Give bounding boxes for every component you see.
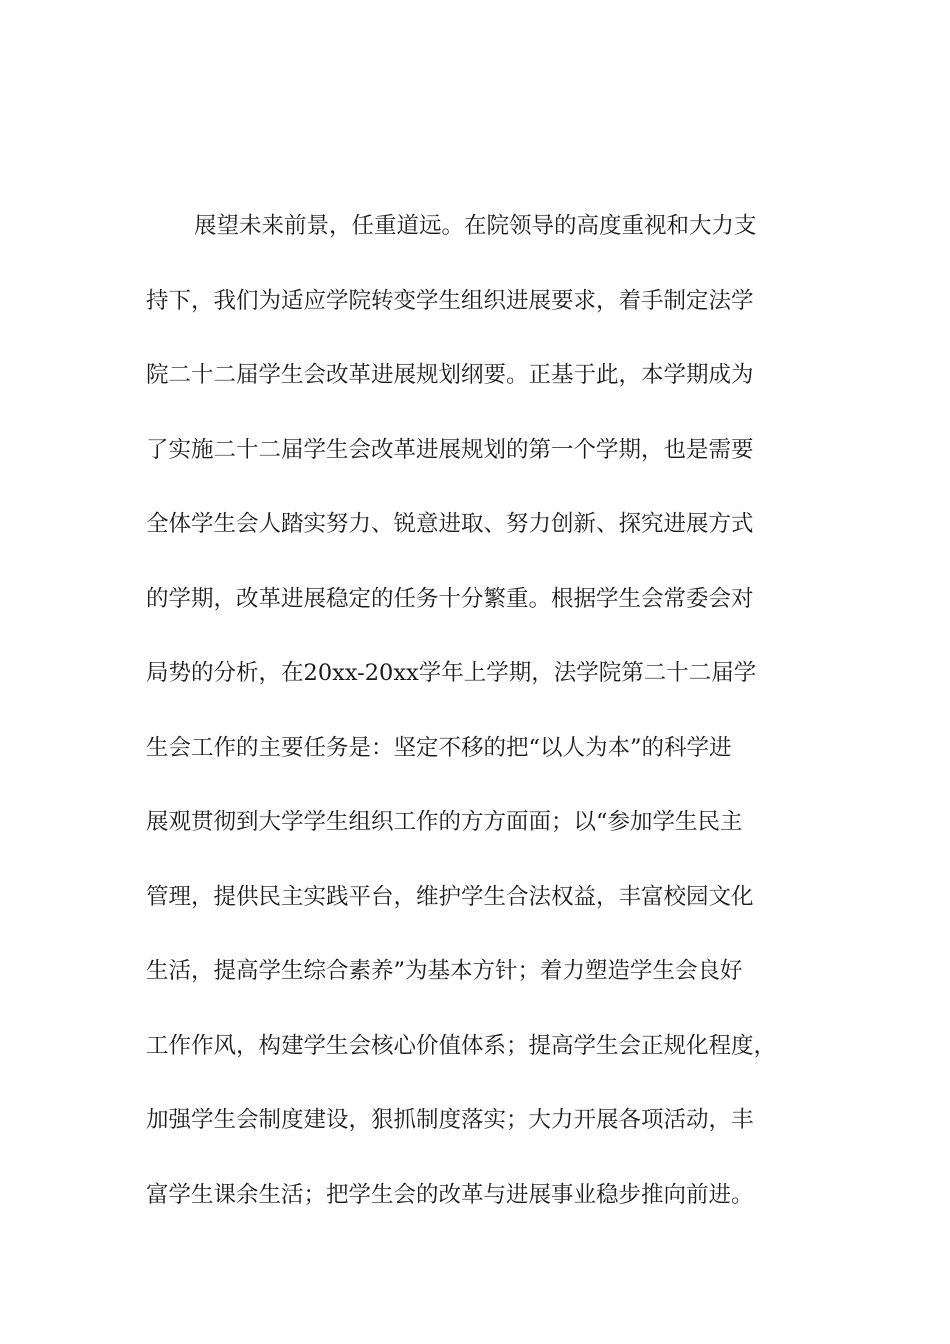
- paragraph-line: 生会工作的主要任务是：坚定不移的把“以人为本”的科学进: [146, 734, 732, 761]
- paragraph-line: 持下，我们为适应学院转变学生组织进展要求，着手制定法学: [146, 287, 754, 314]
- paragraph-line: 局势的分析，在20xx-20xx学年上学期，法学院第二十二届学: [146, 660, 757, 686]
- paragraph-line: 了实施二十二届学生会改革进展规划的第一个学期，也是需要: [146, 436, 754, 463]
- paragraph-line: 展观贯彻到大学学生组织工作的方方面面；以“参加学生民主: [146, 809, 743, 835]
- paragraph-line: 生活，提高学生综合素养”为基本方针；着力塑造学生会良好: [146, 958, 743, 984]
- paragraph-line: 管理，提供民主实践平台，维护学生合法权益，丰富校园文化: [146, 883, 754, 910]
- paragraph-line: 工作作风，构建学生会核心价值体系；提高学生会正规化程度，: [146, 1032, 777, 1059]
- paragraph-line: 院二十二届学生会改革进展规划纲要。正基于此，本学期成为: [146, 362, 754, 388]
- paragraph-line: 全体学生会人踏实努力、锐意进取、努力创新、探究进展方式: [146, 511, 754, 537]
- paragraph-line: 的学期，改革进展稳定的任务十分繁重。根据学生会常委会对: [146, 585, 754, 612]
- paragraph-line: 加强学生会制度建设，狠抓制度落实；大力开展各项活动，丰: [146, 1107, 754, 1133]
- body-paragraph: [146, 200, 806, 1243]
- paragraph-line: 富学生课余生活；把学生会的改革与进展事业稳步推向前进。: [146, 1181, 754, 1208]
- paragraph-line: 展望未来前景，任重道远。在院领导的高度重视和大力支: [194, 213, 757, 239]
